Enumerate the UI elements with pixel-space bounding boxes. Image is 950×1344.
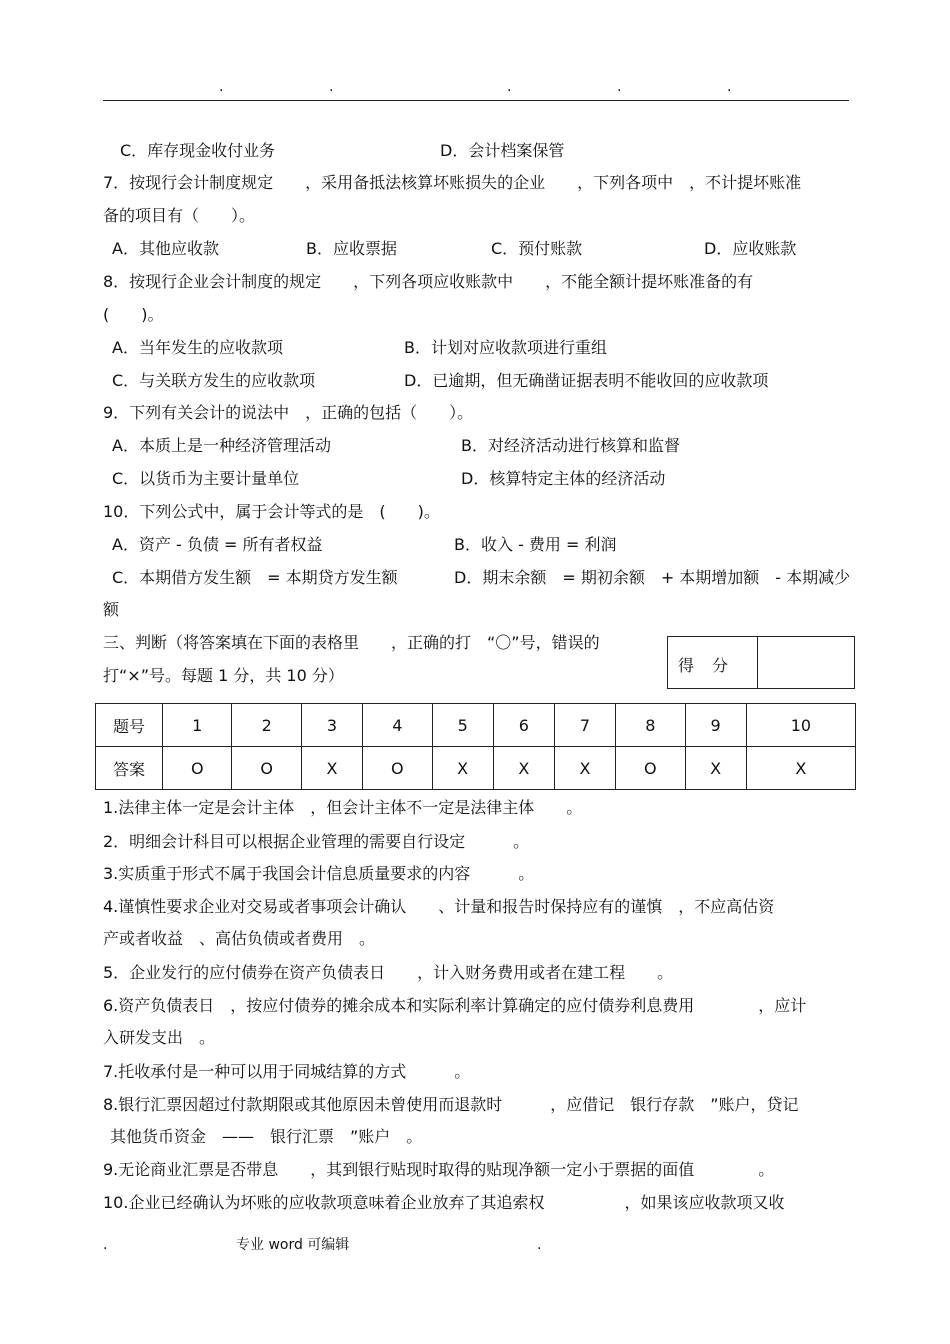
score-box — [667, 636, 855, 689]
q9-option-a: A．本质上是一种经济管理活动 — [112, 436, 331, 455]
row-label-number: 题号 — [96, 704, 163, 747]
q10-option-a: A．资产 - 负债 = 所有者权益 — [112, 535, 323, 554]
answer-cell: X — [432, 747, 493, 790]
q8-option-b: B．计划对应收款项进行重组 — [404, 338, 607, 357]
judgement-5: 5．企业发行的应付债券在资产负债表日 ，计入财务费用或者在建工程 。 — [103, 963, 674, 982]
q7-option-b: B．应收票据 — [306, 239, 397, 258]
answer-cell: O — [232, 747, 301, 790]
answer-cell: O — [363, 747, 432, 790]
judgement-1: 1.法律主体一定是会计主体 ，但会计主体不一定是法律主体 。 — [103, 798, 583, 817]
judgement-6-line1: 6.资产负债表日 ，按应付债券的摊余成本和实际利率计算确定的应付债券利息费用 ，应计 — [103, 996, 807, 1015]
question-number: 7 — [554, 704, 615, 747]
judgement-9: 9.无论商业汇票是否带息 ，其到银行贴现时取得的贴现净额一定小于票据的面值 。 — [103, 1160, 775, 1179]
footer-left-dot: . — [103, 1237, 108, 1253]
q7-option-c: C．预付账款 — [491, 239, 583, 258]
section3-instructions-line1: 三、判断（将答案填在下面的表格里 ，正确的打 “〇”号，错误的 — [103, 633, 600, 652]
q10-option-c: C．本期借方发生额 = 本期贷方发生额 — [112, 568, 398, 587]
header-dot: . — [219, 79, 224, 95]
question-number: 5 — [432, 704, 493, 747]
q9-option-c: C．以货币为主要计量单位 — [112, 469, 300, 488]
question-number: 2 — [232, 704, 301, 747]
answer-cell: X — [746, 747, 855, 790]
row-label-answer: 答案 — [96, 747, 163, 790]
question-number: 10 — [746, 704, 855, 747]
header-dots — [0, 80, 950, 96]
score-box-divider — [757, 637, 758, 688]
question-number: 9 — [685, 704, 746, 747]
header-dot: . — [329, 79, 334, 95]
q8-stem-line2: ( )。 — [103, 305, 164, 324]
q8-option-a: A．当年发生的应收款项 — [112, 338, 283, 357]
judgement-10: 10.企业已经确认为坏账的应收款项意味着企业放弃了其追索权 ，如果该应收款项又收 — [103, 1193, 785, 1212]
q7-stem-line1: 7．按现行会计制度规定 ，采用备抵法核算坏账损失的企业 ，下列各项中 ，不计提坏账准 — [103, 173, 802, 192]
answer-cell: O — [616, 747, 685, 790]
question-number: 6 — [493, 704, 554, 747]
q10-option-d: D．期末余额 = 期初余额 + 本期增加额 - 本期减少 — [454, 568, 851, 587]
header-dot: . — [727, 79, 732, 95]
q8-option-d: D．已逾期，但无确凿证据表明不能收回的应收款项 — [404, 371, 769, 390]
footer-text: 专业 word 可编辑 — [236, 1237, 350, 1253]
q7-option-a: A．其他应收款 — [112, 239, 219, 258]
header-dot: . — [617, 79, 622, 95]
question-number: 3 — [301, 704, 362, 747]
table-row — [96, 704, 856, 747]
answer-cell: X — [301, 747, 362, 790]
q7-stem-line2: 备的项目有（ ）。 — [103, 206, 256, 225]
answer-cell: X — [554, 747, 615, 790]
q10-option-d-cont: 额 — [103, 600, 120, 619]
judgement-6-line2: 入研发支出 。 — [103, 1028, 216, 1047]
q9-option-b: B．对经济活动进行核算和监督 — [461, 436, 680, 455]
table-row — [96, 747, 856, 790]
footer-right-dot: . — [537, 1237, 542, 1253]
header-dot: . — [507, 79, 512, 95]
judgement-7: 7.托收承付是一种可以用于同城结算的方式 。 — [103, 1062, 471, 1081]
header-rule — [103, 100, 849, 101]
answer-table — [95, 703, 856, 790]
judgement-2: 2．明细会计科目可以根据企业管理的需要自行设定 。 — [103, 832, 530, 851]
score-label: 得分 — [678, 656, 747, 675]
judgement-4-line2: 产或者收益 、高估负债或者费用 。 — [103, 929, 376, 948]
q7-option-d: D．应收账款 — [704, 239, 797, 258]
q6-option-d: D．会计档案保管 — [440, 141, 565, 160]
judgement-3: 3.实质重于形式不属于我国会计信息质量要求的内容 。 — [103, 864, 535, 883]
q6-option-c: C．库存现金收付业务 — [120, 141, 276, 160]
answer-cell: X — [685, 747, 746, 790]
answer-cell: X — [493, 747, 554, 790]
judgement-8-line1: 8.银行汇票因超过付款期限或其他原因未曾使用而退款时 ，应借记 银行存款 ”账户，贷记 — [103, 1095, 799, 1114]
question-number: 8 — [616, 704, 685, 747]
q9-stem: 9．下列有关会计的说法中 ，正确的包括（ ）。 — [103, 403, 474, 422]
question-number: 4 — [363, 704, 432, 747]
q9-option-d: D．核算特定主体的经济活动 — [461, 469, 666, 488]
q10-stem: 10．下列公式中，属于会计等式的是 ( )。 — [103, 502, 440, 521]
judgement-4-line1: 4.谨慎性要求企业对交易或者事项会计确认 、计量和报告时保持应有的谨慎 ，不应高估资 — [103, 897, 775, 916]
q8-option-c: C．与关联方发生的应收款项 — [112, 371, 316, 390]
answer-cell: O — [163, 747, 232, 790]
judgement-8-line2: 其他货币资金 —— 银行汇票 ”账户 。 — [110, 1127, 423, 1146]
q10-option-b: B．收入 - 费用 = 利润 — [454, 535, 617, 554]
question-number: 1 — [163, 704, 232, 747]
q8-stem-line1: 8．按现行企业会计制度的规定 ，下列各项应收账款中 ，不能全额计提坏账准备的有 — [103, 272, 754, 291]
section3-instructions-line2: 打“×”号。每题 1 分，共 10 分） — [103, 666, 344, 685]
